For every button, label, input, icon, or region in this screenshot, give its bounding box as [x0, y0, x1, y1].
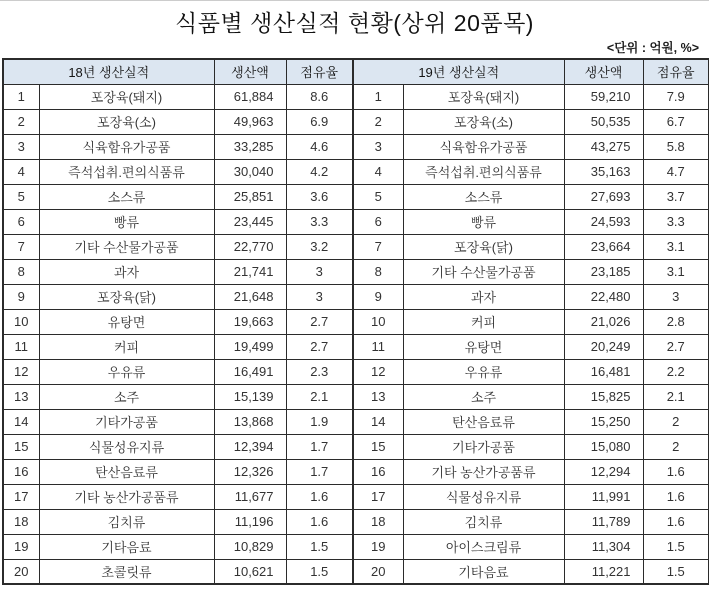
- share-cell-2018: 1.7: [286, 434, 353, 459]
- table-row: [3, 559, 709, 584]
- rank-cell-2018: 18: [3, 509, 39, 534]
- rank-cell-2018: 11: [3, 334, 39, 359]
- amount-cell-2019: 16,481: [564, 359, 643, 384]
- amount-cell-2019: 24,593: [564, 209, 643, 234]
- item-cell-2018: 식물성유지류: [39, 434, 214, 459]
- item-cell-2019: 기타음료: [403, 559, 564, 584]
- header-share-2018: 점유율: [286, 59, 353, 84]
- share-cell-2018: 2.1: [286, 384, 353, 409]
- amount-cell-2019: 12,294: [564, 459, 643, 484]
- share-cell-2018: 2.7: [286, 309, 353, 334]
- item-cell-2018: 포장육(닭): [39, 284, 214, 309]
- share-cell-2019: 2.7: [643, 334, 709, 359]
- item-cell-2019: 포장육(돼지): [403, 84, 564, 109]
- share-cell-2018: 3.3: [286, 209, 353, 234]
- item-cell-2019: 과자: [403, 284, 564, 309]
- table-row: [3, 434, 709, 459]
- rank-cell-2019: 11: [353, 334, 403, 359]
- rank-cell-2018: 7: [3, 234, 39, 259]
- item-cell-2019: 즉석섭취.편의식품류: [403, 159, 564, 184]
- table-row: [3, 284, 709, 309]
- rank-cell-2018: 13: [3, 384, 39, 409]
- header-amount-2018: 생산액: [214, 59, 286, 84]
- share-cell-2018: 1.5: [286, 559, 353, 584]
- amount-cell-2018: 11,677: [214, 484, 286, 509]
- item-cell-2018: 기타음료: [39, 534, 214, 559]
- rank-cell-2019: 1: [353, 84, 403, 109]
- rank-cell-2018: 12: [3, 359, 39, 384]
- item-cell-2018: 빵류: [39, 209, 214, 234]
- share-cell-2019: 2.1: [643, 384, 709, 409]
- item-cell-2019: 커피: [403, 309, 564, 334]
- share-cell-2019: 3.1: [643, 259, 709, 284]
- item-cell-2019: 기타가공품: [403, 434, 564, 459]
- share-cell-2019: 3: [643, 284, 709, 309]
- item-cell-2018: 초콜릿류: [39, 559, 214, 584]
- share-cell-2018: 3: [286, 284, 353, 309]
- table-row: [3, 534, 709, 559]
- table-row: [3, 459, 709, 484]
- amount-cell-2019: 11,304: [564, 534, 643, 559]
- item-cell-2019: 소주: [403, 384, 564, 409]
- rank-cell-2019: 18: [353, 509, 403, 534]
- rank-cell-2019: 12: [353, 359, 403, 384]
- item-cell-2018: 기타 농산가공품류: [39, 484, 214, 509]
- share-cell-2019: 5.8: [643, 134, 709, 159]
- rank-cell-2018: 10: [3, 309, 39, 334]
- share-cell-2018: 1.5: [286, 534, 353, 559]
- share-cell-2019: 2.8: [643, 309, 709, 334]
- amount-cell-2018: 25,851: [214, 184, 286, 209]
- item-cell-2018: 유탕면: [39, 309, 214, 334]
- amount-cell-2018: 12,394: [214, 434, 286, 459]
- rank-cell-2019: 2: [353, 109, 403, 134]
- share-cell-2019: 2: [643, 434, 709, 459]
- rank-cell-2019: 9: [353, 284, 403, 309]
- unit-note: <단위 : 억원, %>: [606, 41, 699, 55]
- amount-cell-2018: 33,285: [214, 134, 286, 159]
- rank-cell-2019: 5: [353, 184, 403, 209]
- rank-cell-2019: 17: [353, 484, 403, 509]
- amount-cell-2019: 15,080: [564, 434, 643, 459]
- table-row: [3, 409, 709, 434]
- rank-cell-2019: 14: [353, 409, 403, 434]
- amount-cell-2019: 35,163: [564, 159, 643, 184]
- amount-cell-2018: 15,139: [214, 384, 286, 409]
- amount-cell-2018: 19,663: [214, 309, 286, 334]
- rank-cell-2019: 15: [353, 434, 403, 459]
- share-cell-2019: 3.3: [643, 209, 709, 234]
- rank-cell-2019: 20: [353, 559, 403, 584]
- header-amount-2019: 생산액: [564, 59, 643, 84]
- rank-cell-2018: 2: [3, 109, 39, 134]
- item-cell-2019: 빵류: [403, 209, 564, 234]
- table-row: [3, 134, 709, 159]
- amount-cell-2019: 23,185: [564, 259, 643, 284]
- amount-cell-2019: 11,789: [564, 509, 643, 534]
- item-cell-2019: 김치류: [403, 509, 564, 534]
- table-row: [3, 509, 709, 534]
- rank-cell-2019: 16: [353, 459, 403, 484]
- amount-cell-2019: 20,249: [564, 334, 643, 359]
- item-cell-2019: 탄산음료류: [403, 409, 564, 434]
- item-cell-2019: 아이스크림류: [403, 534, 564, 559]
- item-cell-2018: 기타가공품: [39, 409, 214, 434]
- amount-cell-2019: 27,693: [564, 184, 643, 209]
- rank-cell-2019: 19: [353, 534, 403, 559]
- share-cell-2019: 1.6: [643, 484, 709, 509]
- table-row: [3, 209, 709, 234]
- amount-cell-2019: 11,221: [564, 559, 643, 584]
- item-cell-2018: 우유류: [39, 359, 214, 384]
- table-row: [3, 184, 709, 209]
- rank-cell-2018: 1: [3, 84, 39, 109]
- item-cell-2018: 소주: [39, 384, 214, 409]
- share-cell-2018: 4.6: [286, 134, 353, 159]
- item-cell-2018: 소스류: [39, 184, 214, 209]
- rank-cell-2018: 19: [3, 534, 39, 559]
- amount-cell-2019: 22,480: [564, 284, 643, 309]
- share-cell-2019: 1.5: [643, 559, 709, 584]
- item-cell-2019: 기타 수산물가공품: [403, 259, 564, 284]
- rank-cell-2018: 3: [3, 134, 39, 159]
- share-cell-2018: 1.9: [286, 409, 353, 434]
- share-cell-2019: 3.7: [643, 184, 709, 209]
- item-cell-2018: 포장육(소): [39, 109, 214, 134]
- amount-cell-2018: 22,770: [214, 234, 286, 259]
- item-cell-2019: 기타 농산가공품류: [403, 459, 564, 484]
- amount-cell-2018: 61,884: [214, 84, 286, 109]
- item-cell-2019: 포장육(닭): [403, 234, 564, 259]
- table-row: [3, 234, 709, 259]
- share-cell-2019: 2.2: [643, 359, 709, 384]
- table-row: [3, 309, 709, 334]
- rank-cell-2018: 14: [3, 409, 39, 434]
- share-cell-2018: 1.6: [286, 509, 353, 534]
- amount-cell-2019: 59,210: [564, 84, 643, 109]
- amount-cell-2018: 21,648: [214, 284, 286, 309]
- share-cell-2018: 3: [286, 259, 353, 284]
- amount-cell-2019: 23,664: [564, 234, 643, 259]
- rank-cell-2019: 3: [353, 134, 403, 159]
- share-cell-2019: 1.6: [643, 509, 709, 534]
- table-row: [3, 334, 709, 359]
- rank-cell-2018: 9: [3, 284, 39, 309]
- amount-cell-2018: 10,829: [214, 534, 286, 559]
- table-row: [3, 259, 709, 284]
- rank-cell-2019: 6: [353, 209, 403, 234]
- rank-cell-2019: 13: [353, 384, 403, 409]
- amount-cell-2018: 16,491: [214, 359, 286, 384]
- amount-cell-2019: 11,991: [564, 484, 643, 509]
- table-row: [3, 484, 709, 509]
- share-cell-2018: 3.6: [286, 184, 353, 209]
- page-title: 식품별 생산실적 현황(상위 20품목): [175, 10, 534, 36]
- rank-cell-2018: 6: [3, 209, 39, 234]
- rank-cell-2019: 7: [353, 234, 403, 259]
- amount-cell-2018: 12,326: [214, 459, 286, 484]
- rank-cell-2018: 17: [3, 484, 39, 509]
- item-cell-2018: 김치류: [39, 509, 214, 534]
- table-row: [3, 84, 709, 109]
- rank-cell-2018: 20: [3, 559, 39, 584]
- rank-cell-2019: 8: [353, 259, 403, 284]
- share-cell-2018: 2.7: [286, 334, 353, 359]
- share-cell-2018: 8.6: [286, 84, 353, 109]
- rank-cell-2019: 4: [353, 159, 403, 184]
- item-cell-2019: 포장육(소): [403, 109, 564, 134]
- item-cell-2018: 식육함유가공품: [39, 134, 214, 159]
- production-table: [2, 58, 709, 585]
- share-cell-2019: 2: [643, 409, 709, 434]
- share-cell-2018: 1.7: [286, 459, 353, 484]
- rank-cell-2018: 5: [3, 184, 39, 209]
- amount-cell-2019: 50,535: [564, 109, 643, 134]
- rank-cell-2018: 8: [3, 259, 39, 284]
- amount-cell-2018: 30,040: [214, 159, 286, 184]
- amount-cell-2018: 49,963: [214, 109, 286, 134]
- rank-cell-2018: 16: [3, 459, 39, 484]
- amount-cell-2019: 15,250: [564, 409, 643, 434]
- share-cell-2019: 1.5: [643, 534, 709, 559]
- table-row: [3, 359, 709, 384]
- share-cell-2019: 1.6: [643, 459, 709, 484]
- share-cell-2018: 6.9: [286, 109, 353, 134]
- rank-cell-2019: 10: [353, 309, 403, 334]
- table-header-row: [3, 59, 709, 84]
- amount-cell-2018: 10,621: [214, 559, 286, 584]
- amount-cell-2018: 19,499: [214, 334, 286, 359]
- share-cell-2018: 4.2: [286, 159, 353, 184]
- table-row: [3, 109, 709, 134]
- amount-cell-2019: 21,026: [564, 309, 643, 334]
- amount-cell-2018: 11,196: [214, 509, 286, 534]
- share-cell-2019: 3.1: [643, 234, 709, 259]
- rank-cell-2018: 4: [3, 159, 39, 184]
- item-cell-2019: 우유류: [403, 359, 564, 384]
- share-cell-2019: 4.7: [643, 159, 709, 184]
- share-cell-2018: 2.3: [286, 359, 353, 384]
- table-row: [3, 159, 709, 184]
- amount-cell-2018: 21,741: [214, 259, 286, 284]
- amount-cell-2018: 13,868: [214, 409, 286, 434]
- header-share-2019: 점유율: [643, 59, 709, 84]
- share-cell-2018: 3.2: [286, 234, 353, 259]
- share-cell-2019: 6.7: [643, 109, 709, 134]
- item-cell-2018: 즉석섭취.편의식품류: [39, 159, 214, 184]
- header-group-2018: 18년 생산실적: [3, 59, 214, 84]
- share-cell-2018: 1.6: [286, 484, 353, 509]
- item-cell-2018: 커피: [39, 334, 214, 359]
- rank-cell-2018: 15: [3, 434, 39, 459]
- amount-cell-2018: 23,445: [214, 209, 286, 234]
- amount-cell-2019: 15,825: [564, 384, 643, 409]
- header-group-2019: 19년 생산실적: [353, 59, 564, 84]
- item-cell-2018: 기타 수산물가공품: [39, 234, 214, 259]
- item-cell-2019: 소스류: [403, 184, 564, 209]
- item-cell-2018: 과자: [39, 259, 214, 284]
- item-cell-2018: 탄산음료류: [39, 459, 214, 484]
- amount-cell-2019: 43,275: [564, 134, 643, 159]
- item-cell-2019: 식물성유지류: [403, 484, 564, 509]
- table-row: [3, 384, 709, 409]
- item-cell-2018: 포장육(돼지): [39, 84, 214, 109]
- item-cell-2019: 유탕면: [403, 334, 564, 359]
- share-cell-2019: 7.9: [643, 84, 709, 109]
- item-cell-2019: 식육함유가공품: [403, 134, 564, 159]
